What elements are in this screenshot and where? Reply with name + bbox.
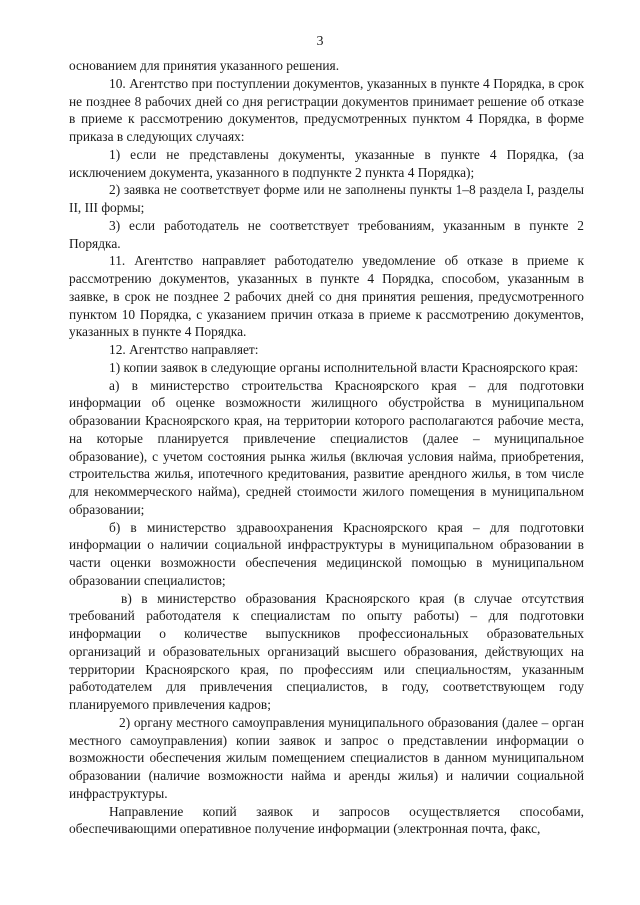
- paragraph-item-11: 11. Агентство направляет работодателю уведомление об отказе в приеме к рассмотрению документов, указанных в пункте 4 Порядка, способом, указанным в заявке, в срок не позднее 2 рабочих дней со дня принятия решения, предусмотренного пунктом 10 Порядка, с указанием причин отказа в приеме к рассмотрению документов, указанных в пункте 4 Порядка.: [69, 253, 584, 340]
- paragraph-item-12-1-a: а) в министерство строительства Красноярского края – для подготовки информации об оценке возможности жилищного обустройства в муниципальном образовании Красноярского края, на территории которого располагаются рабочие места, на которые планируется привлечение специалистов (далее – муниципальное образование), с учетом состояния рынка жилья (включая условия найма, приобретения, строительства жилья, ипотечного кредитования, развитие арендного жилья, в том числе для некоммерческого найма), средней стоимости жилого помещения в муниципальном образовании;: [69, 377, 584, 517]
- paragraph-sending-method: Направление копий заявок и запросов осуществляется способами, обеспечивающими оперативное получение информации (электронная почта, факс,: [69, 803, 584, 837]
- page-number: 3: [316, 34, 324, 49]
- paragraph-item-10-1: 1) если не представлены документы, указанные в пункте 4 Порядка, (за исключением документа, указанного в подпункте 2 пункта 4 Порядка);: [69, 146, 584, 180]
- paragraph-item-12-1: 1) копии заявок в следующие органы исполнительной власти Красноярского края:: [109, 359, 579, 375]
- paragraph-item-12-2: 2) органу местного самоуправления муниципального образования (далее – орган местного самоуправления) копии заявок и запрос о представлении информации о возможности обеспечения жилым помещением специалистов в данном муниципальном образовании (наличие возможности найма и аренды жилья) и наличии социальной инфраструктуры.: [69, 714, 584, 801]
- document-body: [69, 57, 584, 838]
- paragraph-continuation: основанием для принятия указанного решения.: [69, 58, 340, 73]
- paragraph-item-12-1-b: б) в министерство здравоохранения Красноярского края – для подготовки информации о наличии социальной инфраструктуры в муниципальном образовании в части оценки возможности обеспечения медицинской помощью в муниципальном образовании специалистов;: [69, 519, 584, 588]
- paragraph-item-12-1-v: в) в министерство образования Красноярского края (в случае отсутствия требований работодателя к специалистам по опыту работы) – для подготовки информации о количестве выпускников профессиональных образовательных организаций и образовательных организаций высшего образования, действующих на территории Красноярского края, по профессиям или специальностям, указанным работодателем для привлечения специалистов, в году, соответствующем году планируемого привлечения кадров;: [69, 590, 584, 712]
- paragraph-item-12: 12. Агентство направляет:: [109, 342, 259, 357]
- paragraph-item-10-3: 3) если работодатель не соответствует требованиям, указанным в пункте 2 Порядка.: [69, 217, 584, 251]
- paragraph-item-10: 10. Агентство при поступлении документов, указанных в пункте 4 Порядка, в срок не позднее 8 рабочих дней со дня регистрации документов принимает решение об отказе в приеме к рассмотрению документов, предусмотренных пунктом 4 Порядка, в форме приказа в следующих случаях:: [69, 75, 584, 144]
- paragraph-item-10-2: 2) заявка не соответствует форме или не заполнены пункты 1–8 раздела I, разделы II, III формы;: [69, 182, 584, 215]
